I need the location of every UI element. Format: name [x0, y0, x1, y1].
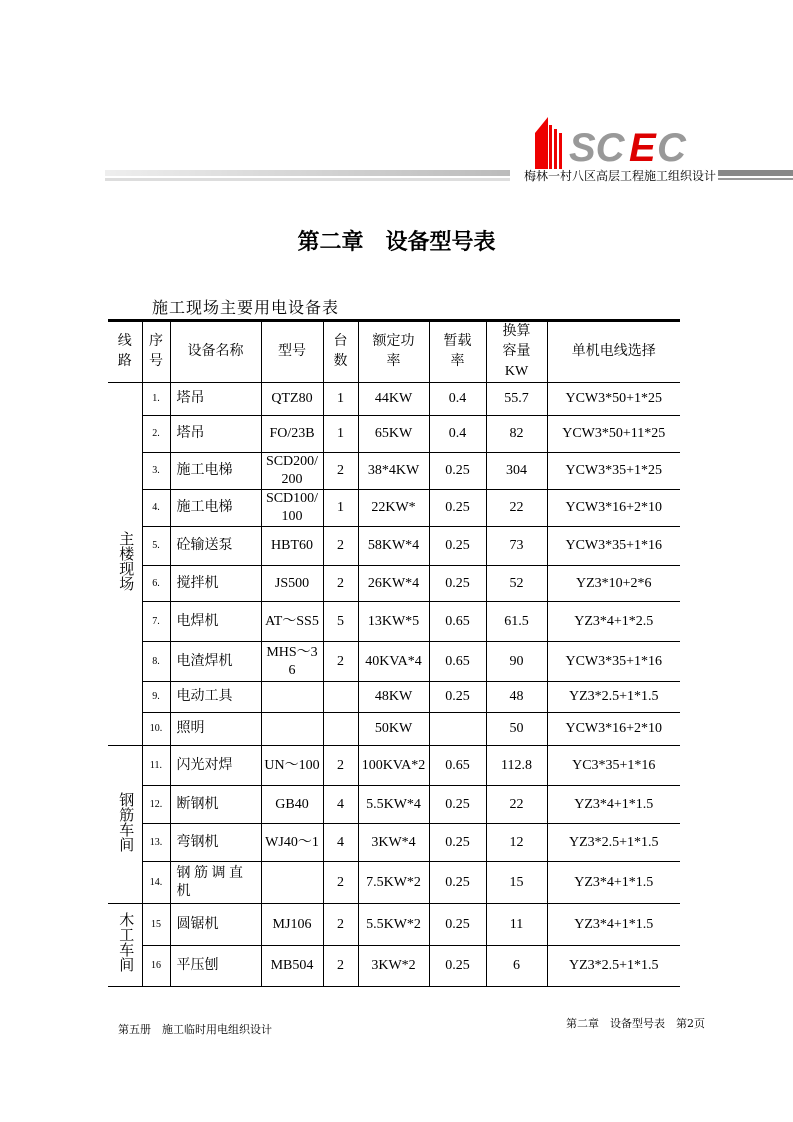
cell-model: GB40: [261, 786, 323, 824]
cell-duty: 0.4: [429, 416, 486, 453]
cell-seq: 4.: [142, 490, 170, 527]
cell-capacity: 11: [486, 904, 547, 946]
cell-model: MB504: [261, 946, 323, 987]
cell-model: MJ106: [261, 904, 323, 946]
cell-count: 2: [323, 904, 358, 946]
cell-name: 搅拌机: [170, 566, 261, 602]
cell-name: 砼输送泵: [170, 527, 261, 566]
cell-seq: 7.: [142, 602, 170, 642]
cell-power: 5.5KW*2: [358, 904, 429, 946]
cell-power: 13KW*5: [358, 602, 429, 642]
cell-seq: 15: [142, 904, 170, 946]
cell-count: 2: [323, 946, 358, 987]
cell-cable: YZ3*10+2*6: [547, 566, 680, 602]
cell-name: 闪光对焊: [170, 746, 261, 786]
cell-power: 3KW*4: [358, 824, 429, 862]
cell-count: 1: [323, 490, 358, 527]
cell-cable: YCW3*35+1*16: [547, 642, 680, 682]
cell-seq: 1.: [142, 383, 170, 416]
circuit-group-label: 主楼现场: [117, 531, 134, 591]
cell-model: HBT60: [261, 527, 323, 566]
cell-capacity: 6: [486, 946, 547, 987]
cell-name: 钢 筋 调 直 机: [170, 862, 261, 904]
cell-model: QTZ80: [261, 383, 323, 416]
circuit-group: [108, 383, 142, 746]
column-header: [547, 321, 680, 383]
cell-duty: 0.65: [429, 602, 486, 642]
cell-model: FO/23B: [261, 416, 323, 453]
header-rule: [105, 170, 510, 176]
cell-name: 塔吊: [170, 383, 261, 416]
table-row: [108, 713, 680, 746]
cell-duty: 0.65: [429, 746, 486, 786]
cell-model: [261, 713, 323, 746]
cell-capacity: 22: [486, 490, 547, 527]
cell-capacity: 52: [486, 566, 547, 602]
column-header: [429, 321, 486, 383]
column-header-label: 台数: [333, 334, 348, 369]
equipment-table: [108, 319, 680, 987]
column-header-label: 设备名称: [187, 344, 244, 359]
cell-model: WJ40～1: [261, 824, 323, 862]
table-row: [108, 566, 680, 602]
cell-power: 50KW: [358, 713, 429, 746]
cell-capacity: 12: [486, 824, 547, 862]
cell-seq: 8.: [142, 642, 170, 682]
cell-seq: 11.: [142, 746, 170, 786]
table-row: [108, 383, 680, 416]
cell-capacity: 90: [486, 642, 547, 682]
cell-count: 5: [323, 602, 358, 642]
column-header-label: 线路: [117, 334, 132, 369]
cell-power: 5.5KW*4: [358, 786, 429, 824]
cell-cable: YCW3*35+1*16: [547, 527, 680, 566]
cell-model: AT～SS5: [261, 602, 323, 642]
cell-seq: 12.: [142, 786, 170, 824]
column-header: [108, 321, 142, 383]
column-header: [358, 321, 429, 383]
cell-cable: YZ3*4+1*2.5: [547, 602, 680, 642]
cell-count: [323, 682, 358, 713]
table-row: [108, 786, 680, 824]
cell-name: 塔吊: [170, 416, 261, 453]
cell-power: 100KVA*2: [358, 746, 429, 786]
cell-duty: 0.25: [429, 682, 486, 713]
cell-count: [323, 713, 358, 746]
circuit-group-label: 木工车间: [117, 912, 134, 972]
cell-model: JS500: [261, 566, 323, 602]
cell-power: 7.5KW*2: [358, 862, 429, 904]
cell-model: SCD100/100: [261, 490, 323, 527]
cell-cable: YCW3*50+1*25: [547, 383, 680, 416]
cell-model: SCD200/200: [261, 453, 323, 490]
table-row: [108, 682, 680, 713]
cell-cable: YCW3*16+2*10: [547, 490, 680, 527]
cell-power: 26KW*4: [358, 566, 429, 602]
cell-power: 38*4KW: [358, 453, 429, 490]
column-header-label: 序号: [149, 334, 163, 369]
chapter-title: 第二章 设备型号表: [297, 230, 496, 255]
column-header: [323, 321, 358, 383]
cell-name: 电渣焊机: [170, 642, 261, 682]
footer-right: 第二章 设备型号表 第2页: [566, 1017, 705, 1030]
cell-count: 2: [323, 453, 358, 490]
cell-seq: 3.: [142, 453, 170, 490]
cell-capacity: 15: [486, 862, 547, 904]
table-row: [108, 824, 680, 862]
cell-power: 44KW: [358, 383, 429, 416]
header-rule: [105, 178, 510, 181]
cell-duty: 0.25: [429, 946, 486, 987]
table-row: [108, 527, 680, 566]
header-rule: [718, 178, 793, 180]
cell-power: 48KW: [358, 682, 429, 713]
table-row: [108, 642, 680, 682]
cell-seq: 5.: [142, 527, 170, 566]
svg-text:C: C: [657, 126, 686, 169]
cell-name: 圆锯机: [170, 904, 261, 946]
cell-cable: YZ3*4+1*1.5: [547, 786, 680, 824]
cell-name: 照明: [170, 713, 261, 746]
cell-capacity: 55.7: [486, 383, 547, 416]
column-header-label: 单机电线选择: [571, 344, 656, 359]
cell-cable: YZ3*4+1*1.5: [547, 862, 680, 904]
cell-cable: YCW3*35+1*25: [547, 453, 680, 490]
cell-count: 1: [323, 383, 358, 416]
cell-cable: YZ3*2.5+1*1.5: [547, 946, 680, 987]
cell-capacity: 82: [486, 416, 547, 453]
column-header-label: 换算容量KW: [502, 324, 531, 379]
cell-duty: 0.25: [429, 862, 486, 904]
cell-cable: YZ3*2.5+1*1.5: [547, 682, 680, 713]
cell-duty: 0.25: [429, 490, 486, 527]
cell-duty: 0.25: [429, 527, 486, 566]
cell-seq: 9.: [142, 682, 170, 713]
cell-capacity: 73: [486, 527, 547, 566]
table-row: [108, 862, 680, 904]
cell-capacity: 50: [486, 713, 547, 746]
cell-model: UN～100: [261, 746, 323, 786]
cell-seq: 2.: [142, 416, 170, 453]
svg-text:E: E: [629, 126, 656, 169]
cell-seq: 10.: [142, 713, 170, 746]
table-row: [108, 602, 680, 642]
cell-duty: 0.25: [429, 453, 486, 490]
circuit-group: [108, 746, 142, 904]
table-caption: 施工现场主要用电设备表: [152, 298, 340, 317]
circuit-group-label: 钢筋车间: [117, 791, 134, 852]
cell-seq: 14.: [142, 862, 170, 904]
cell-count: 2: [323, 862, 358, 904]
cell-power: 58KW*4: [358, 527, 429, 566]
cell-count: 4: [323, 824, 358, 862]
cell-cable: YCW3*50+11*25: [547, 416, 680, 453]
cell-cable: YZ3*4+1*1.5: [547, 904, 680, 946]
cell-count: 2: [323, 566, 358, 602]
cell-count: 1: [323, 416, 358, 453]
cell-power: 65KW: [358, 416, 429, 453]
column-header: [142, 321, 170, 383]
column-header-label: 型号: [278, 344, 306, 359]
circuit-group: [108, 904, 142, 987]
cell-capacity: 112.8: [486, 746, 547, 786]
header-rule: [718, 170, 793, 176]
table-row: [108, 416, 680, 453]
cell-name: 施工电梯: [170, 490, 261, 527]
svg-text:SC: SC: [569, 126, 625, 169]
cell-duty: 0.25: [429, 904, 486, 946]
cell-count: 2: [323, 642, 358, 682]
table-row: [108, 453, 680, 490]
cell-cable: YC3*35+1*16: [547, 746, 680, 786]
cell-cable: YZ3*2.5+1*1.5: [547, 824, 680, 862]
cell-duty: 0.25: [429, 566, 486, 602]
column-header: [486, 321, 547, 383]
cell-name: 弯钢机: [170, 824, 261, 862]
cell-power: 40KVA*4: [358, 642, 429, 682]
table-row: [108, 904, 680, 946]
cell-duty: [429, 713, 486, 746]
cell-count: 4: [323, 786, 358, 824]
cell-capacity: 304: [486, 453, 547, 490]
cell-power: 3KW*2: [358, 946, 429, 987]
cell-duty: 0.65: [429, 642, 486, 682]
cell-cable: YCW3*16+2*10: [547, 713, 680, 746]
table-row: [108, 746, 680, 786]
cell-seq: 16: [142, 946, 170, 987]
scec-logo: [533, 117, 718, 169]
cell-name: 施工电梯: [170, 453, 261, 490]
cell-name: 平压刨: [170, 946, 261, 987]
column-header: [261, 321, 323, 383]
cell-name: 电焊机: [170, 602, 261, 642]
cell-duty: 0.25: [429, 786, 486, 824]
cell-power: 22KW*: [358, 490, 429, 527]
cell-name: 电动工具: [170, 682, 261, 713]
cell-seq: 13.: [142, 824, 170, 862]
cell-model: [261, 682, 323, 713]
cell-name: 断钢机: [170, 786, 261, 824]
cell-model: [261, 862, 323, 904]
cell-capacity: 48: [486, 682, 547, 713]
cell-capacity: 22: [486, 786, 547, 824]
cell-duty: 0.25: [429, 824, 486, 862]
column-header: [170, 321, 261, 383]
cell-count: 2: [323, 527, 358, 566]
table-row: [108, 946, 680, 987]
column-header-label: 暂载率: [443, 334, 472, 369]
cell-count: 2: [323, 746, 358, 786]
table-row: [108, 490, 680, 527]
cell-model: MHS～36: [261, 642, 323, 682]
project-name: 梅林一村八区高层工程施工组织设计: [524, 169, 717, 183]
header-row: [108, 321, 680, 383]
cell-seq: 6.: [142, 566, 170, 602]
cell-capacity: 61.5: [486, 602, 547, 642]
footer-left: 第五册 施工临时用电组织设计: [118, 1023, 272, 1036]
cell-duty: 0.4: [429, 383, 486, 416]
column-header-label: 额定功率: [372, 334, 415, 369]
